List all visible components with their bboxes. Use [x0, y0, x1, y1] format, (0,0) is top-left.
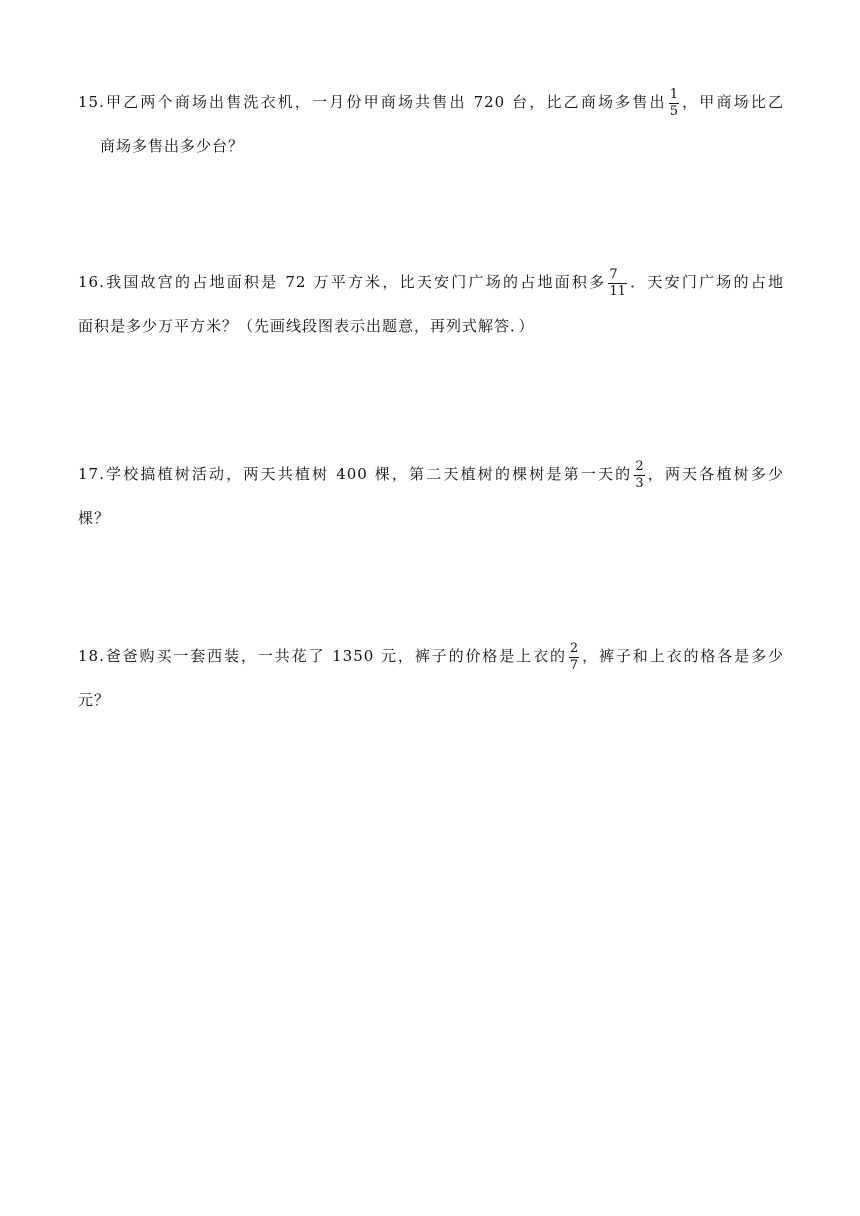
fraction: [669, 87, 679, 120]
problem-number: 15.: [78, 93, 105, 111]
problem-text: ，两天各植树多少: [646, 465, 784, 483]
problem-15-line-2: 商场多售出多少台？: [100, 137, 245, 155]
problem-17-line-2: 棵？: [78, 509, 111, 527]
problem-15: [78, 80, 784, 168]
problem-text: 学校搞植树活动，两天共植树 400 棵，第二天植树的棵树是第一天的: [104, 465, 633, 483]
fraction-denominator: 11: [609, 283, 626, 299]
problem-15-line-1: [78, 80, 784, 124]
fraction: [569, 641, 579, 674]
problem-number: 18.: [78, 647, 105, 665]
problem-18: [78, 634, 784, 722]
fraction: [634, 459, 644, 492]
fraction-numerator: 1: [669, 86, 678, 102]
fraction-numerator: 7: [608, 267, 627, 284]
problem-number: 17.: [78, 465, 105, 483]
problem-16-line-1: [78, 260, 784, 304]
fraction-numerator: 2: [635, 458, 644, 474]
problem-16-line-2: 面积是多少万平方米？（先画线段图表示出题意，再列式解答．）: [78, 317, 535, 335]
fraction-numerator: 2: [569, 640, 579, 656]
fraction-denominator: 7: [569, 657, 579, 673]
fraction-denominator: 3: [635, 475, 644, 491]
problem-16: [78, 260, 784, 348]
problem-text: ，甲商场比乙: [680, 93, 784, 111]
problem-text: ，裤子和上衣的格各是多少: [581, 647, 784, 665]
problem-18-line-2: 元？: [78, 691, 111, 709]
problem-18-line-1: [78, 634, 784, 678]
fraction: [608, 267, 627, 300]
problem-number: 16.: [78, 273, 105, 291]
fraction-denominator: 5: [669, 103, 678, 119]
problem-17: [78, 452, 784, 540]
problem-text: 爸爸购买一套西装，一共花了 1350 元，裤子的价格是上衣的: [104, 647, 567, 665]
problem-text: 甲乙两个商场出售洗衣机，一月份甲商场共售出 720 台，比乙商场多售出: [104, 93, 667, 111]
problem-text: ．天安门广场的占地: [628, 273, 784, 291]
problem-text: 我国故宫的占地面积是 72 万平方米，比天安门广场的占地面积多: [104, 273, 607, 291]
problem-17-line-1: [78, 452, 784, 496]
